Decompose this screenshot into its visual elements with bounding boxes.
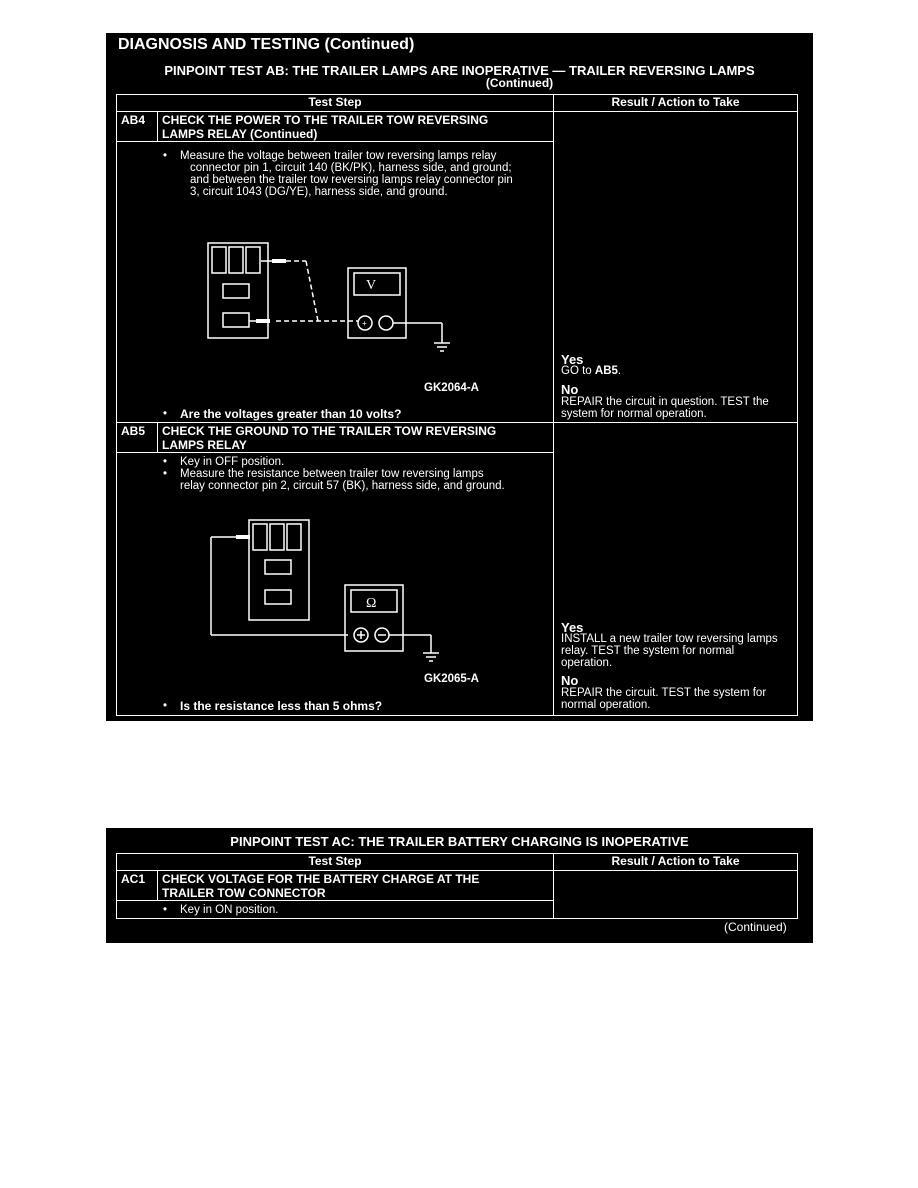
ab4-line-3: and between the trailer tow reversing lamps relay connector pin — [190, 174, 513, 186]
figure-label-gk2065: GK2065-A — [424, 673, 479, 685]
ab4-no-line-1: REPAIR the circuit in question. TEST the — [561, 396, 769, 408]
ab5-no-label: No — [561, 673, 579, 688]
voltmeter-symbol: V — [366, 278, 377, 293]
step-title-ab5-line1: CHECK THE GROUND TO THE TRAILER TOW REVERSING — [162, 424, 497, 438]
ab4-no-label: No — [561, 382, 579, 397]
ab5-bullet-1: Key in OFF position. — [180, 456, 285, 468]
probe-tip — [272, 259, 286, 263]
header-test-step: Test Step — [116, 853, 554, 871]
step-title-cell — [157, 111, 554, 142]
step-id-cell — [116, 111, 158, 142]
step-id-ac1: AC1 — [121, 872, 146, 886]
figure-label-gk2064: GK2064-A — [424, 382, 479, 394]
header-result: Result / Action to Take — [553, 853, 798, 871]
step-id-ab5: AB5 — [121, 424, 146, 438]
continued-label: (Continued) — [724, 920, 787, 934]
ab5-line-1: Measure the resistance between trailer tow reversing lamps — [180, 468, 484, 480]
step-title-ac1-line2: TRAILER TOW CONNECTOR — [162, 886, 326, 900]
test-ac-title: PINPOINT TEST AC: THE TRAILER BATTERY CHARGING IS INOPERATIVE — [230, 834, 689, 849]
plus-symbol: + — [362, 319, 367, 328]
probe-tip — [236, 535, 250, 539]
ab4-line-4: 3, circuit 1043 (DG/YE), harness side, and ground. — [190, 186, 448, 198]
test-ab-continued: (Continued) — [485, 76, 554, 90]
probe-tip — [256, 319, 270, 323]
header-result: Result / Action to Take — [553, 94, 798, 112]
step-title-ac1-line1: CHECK VOLTAGE FOR THE BATTERY CHARGE AT THE — [162, 872, 480, 886]
ab4-question: Are the voltages greater than 10 volts? — [180, 407, 402, 421]
step-title-ab4-line1: CHECK THE POWER TO THE TRAILER TOW REVERSING — [162, 113, 489, 127]
test-ac-panel — [106, 828, 813, 943]
ab5-yes-label: Yes — [561, 620, 584, 635]
ohmmeter-diagram — [206, 515, 446, 665]
step-id-cell — [116, 422, 158, 453]
ab5-question: Is the resistance less than 5 ohms? — [180, 699, 383, 713]
ac1-bullet-1: Key in ON position. — [180, 904, 279, 916]
ab4-line-1: Measure the voltage between trailer tow reversing lamps relay — [180, 150, 497, 162]
result-cell-ac1 — [553, 870, 798, 919]
ohmmeter-symbol: Ω — [366, 596, 377, 611]
ab5-yes-line-2: relay. TEST the system for normal — [561, 645, 735, 657]
bullet: • — [163, 150, 168, 162]
test-ab-panel — [106, 33, 813, 721]
test-ab-title: PINPOINT TEST AB: THE TRAILER LAMPS ARE INOPERATIVE — TRAILER REVERSING LAMPS — [164, 63, 755, 78]
step-title-ab4-line2: LAMPS RELAY (Continued) — [162, 127, 318, 141]
step-title-cell — [157, 870, 554, 901]
bullet: • — [163, 700, 168, 712]
ab5-yes-line-1: INSTALL a new trailer tow reversing lamps — [561, 633, 778, 645]
ab4-yes-text: GO to AB5. — [561, 365, 622, 377]
ab5-yes-line-3: operation. — [561, 657, 613, 669]
ab4-line-2: connector pin 1, circuit 140 (BK/PK), harness side, and ground; — [190, 162, 512, 174]
ab5-line-2: relay connector pin 2, circuit 57 (BK), harness side, and ground. — [180, 480, 505, 492]
bullet: • — [163, 408, 168, 420]
step-id-cell — [116, 870, 158, 901]
ab5-no-line-2: normal operation. — [561, 699, 651, 711]
bullet: • — [163, 904, 168, 916]
ab4-yes-label: Yes — [561, 352, 584, 367]
header-test-step: Test Step — [116, 94, 554, 112]
step-title-cell — [157, 422, 554, 453]
ab4-no-line-2: system for normal operation. — [561, 408, 707, 420]
ab5-no-line-1: REPAIR the circuit. TEST the system for — [561, 687, 767, 699]
step-id-ab4: AB4 — [121, 113, 146, 127]
result-cell-ab5 — [553, 422, 798, 716]
bullet: • — [163, 468, 168, 480]
section-title: DIAGNOSIS AND TESTING (Continued) — [118, 36, 415, 53]
step-title-ab5-line2: LAMPS RELAY — [162, 438, 247, 452]
voltmeter-diagram — [196, 233, 466, 363]
bullet: • — [163, 456, 168, 468]
